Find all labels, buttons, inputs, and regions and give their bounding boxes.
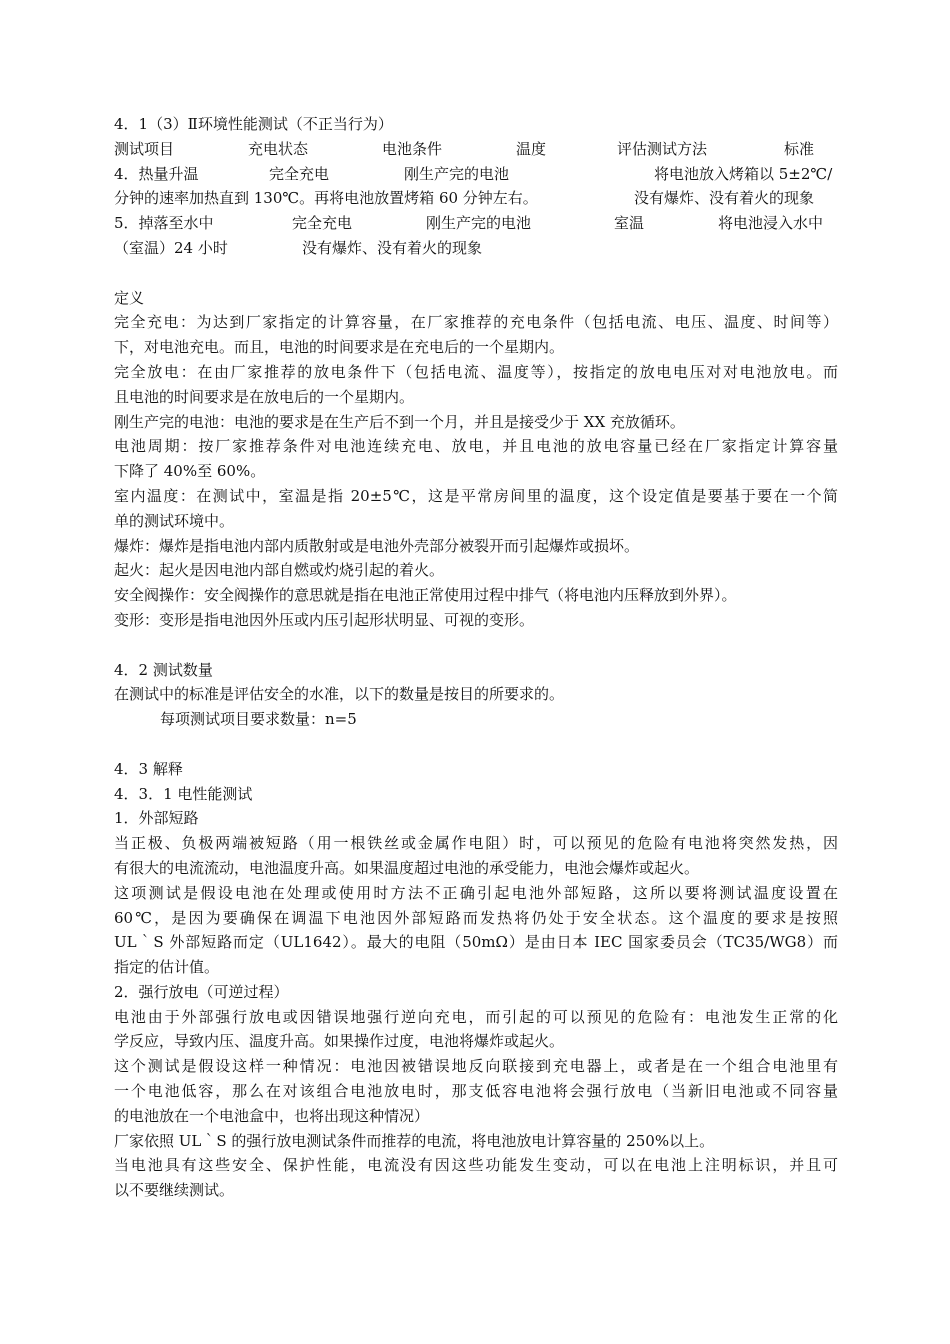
paragraph-line: 一个电池低容，那么在对该组合电池放电时，那支低容电池将会强行放电（当新旧电池或不同容量 (114, 1082, 838, 1101)
definition-line: 下，对电池充电。而且，电池的时间要求是在充电后的一个星期内。 (114, 338, 565, 357)
section-title: 4．2 测试数量 (114, 660, 213, 679)
row-method-start: 将电池浸入水中 (718, 214, 824, 233)
row-temperature: 室温 (614, 214, 645, 233)
definition-line: 室内温度：在测试中，室温是指 20±5℃，这是平常房间里的温度，这个设定值是要基于要在一个简 (114, 486, 838, 505)
definition-line: 且电池的时间要求是在放电后的一个星期内。 (114, 387, 415, 406)
row-standard: 没有爆炸、没有着火的现象 (634, 189, 815, 208)
section-title: 4．3 解释 (114, 759, 183, 778)
item-heading: 1．外部短路 (114, 809, 199, 828)
header-standard: 标准 (784, 139, 815, 158)
paragraph-line: 60℃，是因为要确保在调温下电池因外部短路而发热将仍处于安全状态。这个温度的要求是按照 (114, 908, 838, 927)
paragraph-line: 在测试中的标准是评估安全的水准，以下的数量是按目的所要求的。 (114, 685, 565, 704)
header-charge-state: 充电状态 (248, 139, 309, 158)
row-method-start: 将电池放入烤箱以 5±2℃/ (654, 164, 833, 183)
table-row (114, 211, 838, 236)
paragraph-line: UL｀S 外部短路而定（UL1642）。最大的电阻（50mΩ）是由日本 IEC 国家委员会（TC35/WG8）而 (114, 933, 838, 952)
header-test-item: 测试项目 (114, 139, 175, 158)
row-item: 4．热量升温 (114, 164, 199, 183)
header-battery-condition: 电池条件 (382, 139, 443, 158)
paragraph-line: 当电池具有这些安全、保护性能，电流没有因这些功能发生变动，可以在电池上注明标识，并且可 (114, 1156, 838, 1175)
paragraph-line: 指定的估计值。 (114, 958, 220, 977)
header-temperature: 温度 (516, 139, 547, 158)
definition-line: 单的测试环境中。 (114, 511, 235, 530)
paragraph-line: 当正极、负极两端被短路（用一根铁丝或金属作电阻）时，可以预见的危险有电池将突然发热，因 (114, 834, 838, 853)
definition-line: 爆炸：爆炸是指电池内部内质散射或是电池外壳部分被裂开而引起爆炸或损坏。 (114, 536, 640, 555)
row-battery: 刚生产完的电池 (404, 164, 510, 183)
row-standard: 没有爆炸、没有着火的现象 (302, 238, 483, 257)
definition-line: 变形：变形是指电池因外压或内压引起形状明显、可视的变形。 (114, 610, 535, 629)
definition-line: 安全阀操作：安全阀操作的意思就是指在电池正常使用过程中排气（将电池内压释放到外界）。 (114, 586, 737, 605)
row-method-continued: 分钟的速率加热直到 130℃。再将电池放置烤箱 60 分钟左右。 (114, 189, 538, 208)
paragraph-line: 电池由于外部强行放电或因错误地强行逆向充电，而引起的可以预见的危险有：电池发生正常的化 (114, 1007, 838, 1026)
row-charge: 完全充电 (292, 214, 353, 233)
table-row (114, 162, 838, 187)
item-heading: 2．强行放电（可逆过程） (114, 982, 289, 1001)
definition-line: 下降了 40%至 60%。 (114, 462, 266, 481)
definitions-title: 定义 (114, 288, 145, 307)
definition-line: 完全放电：在由厂家推荐的放电条件下（包括电流、温度等），按指定的放电电压对对电池放电。而 (114, 362, 838, 381)
paragraph-line: 有很大的电流流动，电池温度升高。如果温度超过电池的承受能力，电池会爆炸或起火。 (114, 858, 700, 877)
row-method-continued: （室温）24 小时 (114, 238, 228, 257)
row-battery: 刚生产完的电池 (426, 214, 532, 233)
definition-line: 电池周期：按厂家推荐条件对电池连续充电、放电，并且电池的放电容量已经在厂家指定计算容量 (114, 437, 838, 456)
paragraph-line: 以不要继续测试。 (114, 1181, 235, 1200)
definition-line: 刚生产完的电池：电池的要求是在生产后不到一个月，并且是接受少于 XX 充放循环。 (114, 412, 685, 431)
subsection-title: 4．3．1 电性能测试 (114, 784, 253, 803)
paragraph-line: 学反应，导致内压、温度升高。如果操作过度，电池将爆炸或起火。 (114, 1032, 565, 1051)
definition-line: 完全充电：为达到厂家指定的计算容量，在厂家推荐的充电条件（包括电流、电压、温度、时间等） (114, 313, 838, 332)
document-page (114, 112, 838, 1203)
paragraph-line: 这个测试是假设这样一种情况：电池因被错误地反向联接到充电器上，或者是在一个组合电池里有 (114, 1057, 838, 1076)
paragraph-line: 的电池放在一个电池盒中，也将出现这种情况） (114, 1106, 430, 1125)
table-row-continued (114, 186, 838, 211)
table-header-row (114, 137, 838, 162)
definition-line: 起火：起火是因电池内部自燃或灼烧引起的着火。 (114, 561, 445, 580)
paragraph-line: 每项测试项目要求数量：n=5 (160, 710, 357, 729)
row-charge: 完全充电 (269, 164, 330, 183)
paragraph-line: 这项测试是假设电池在处理或使用时方法不正确引起电池外部短路，这所以要将测试温度设置在 (114, 883, 838, 902)
header-evaluation-method: 评估测试方法 (617, 139, 708, 158)
paragraph-line: 厂家依照 UL｀S 的强行放电测试条件而推荐的电流，将电池放电计算容量的 250%以上。 (114, 1131, 715, 1150)
row-item: 5．掉落至水中 (114, 214, 214, 233)
section-heading: 4．1（3）Ⅱ环境性能测试（不正当行为） (114, 115, 393, 133)
table-row-continued (114, 236, 838, 261)
